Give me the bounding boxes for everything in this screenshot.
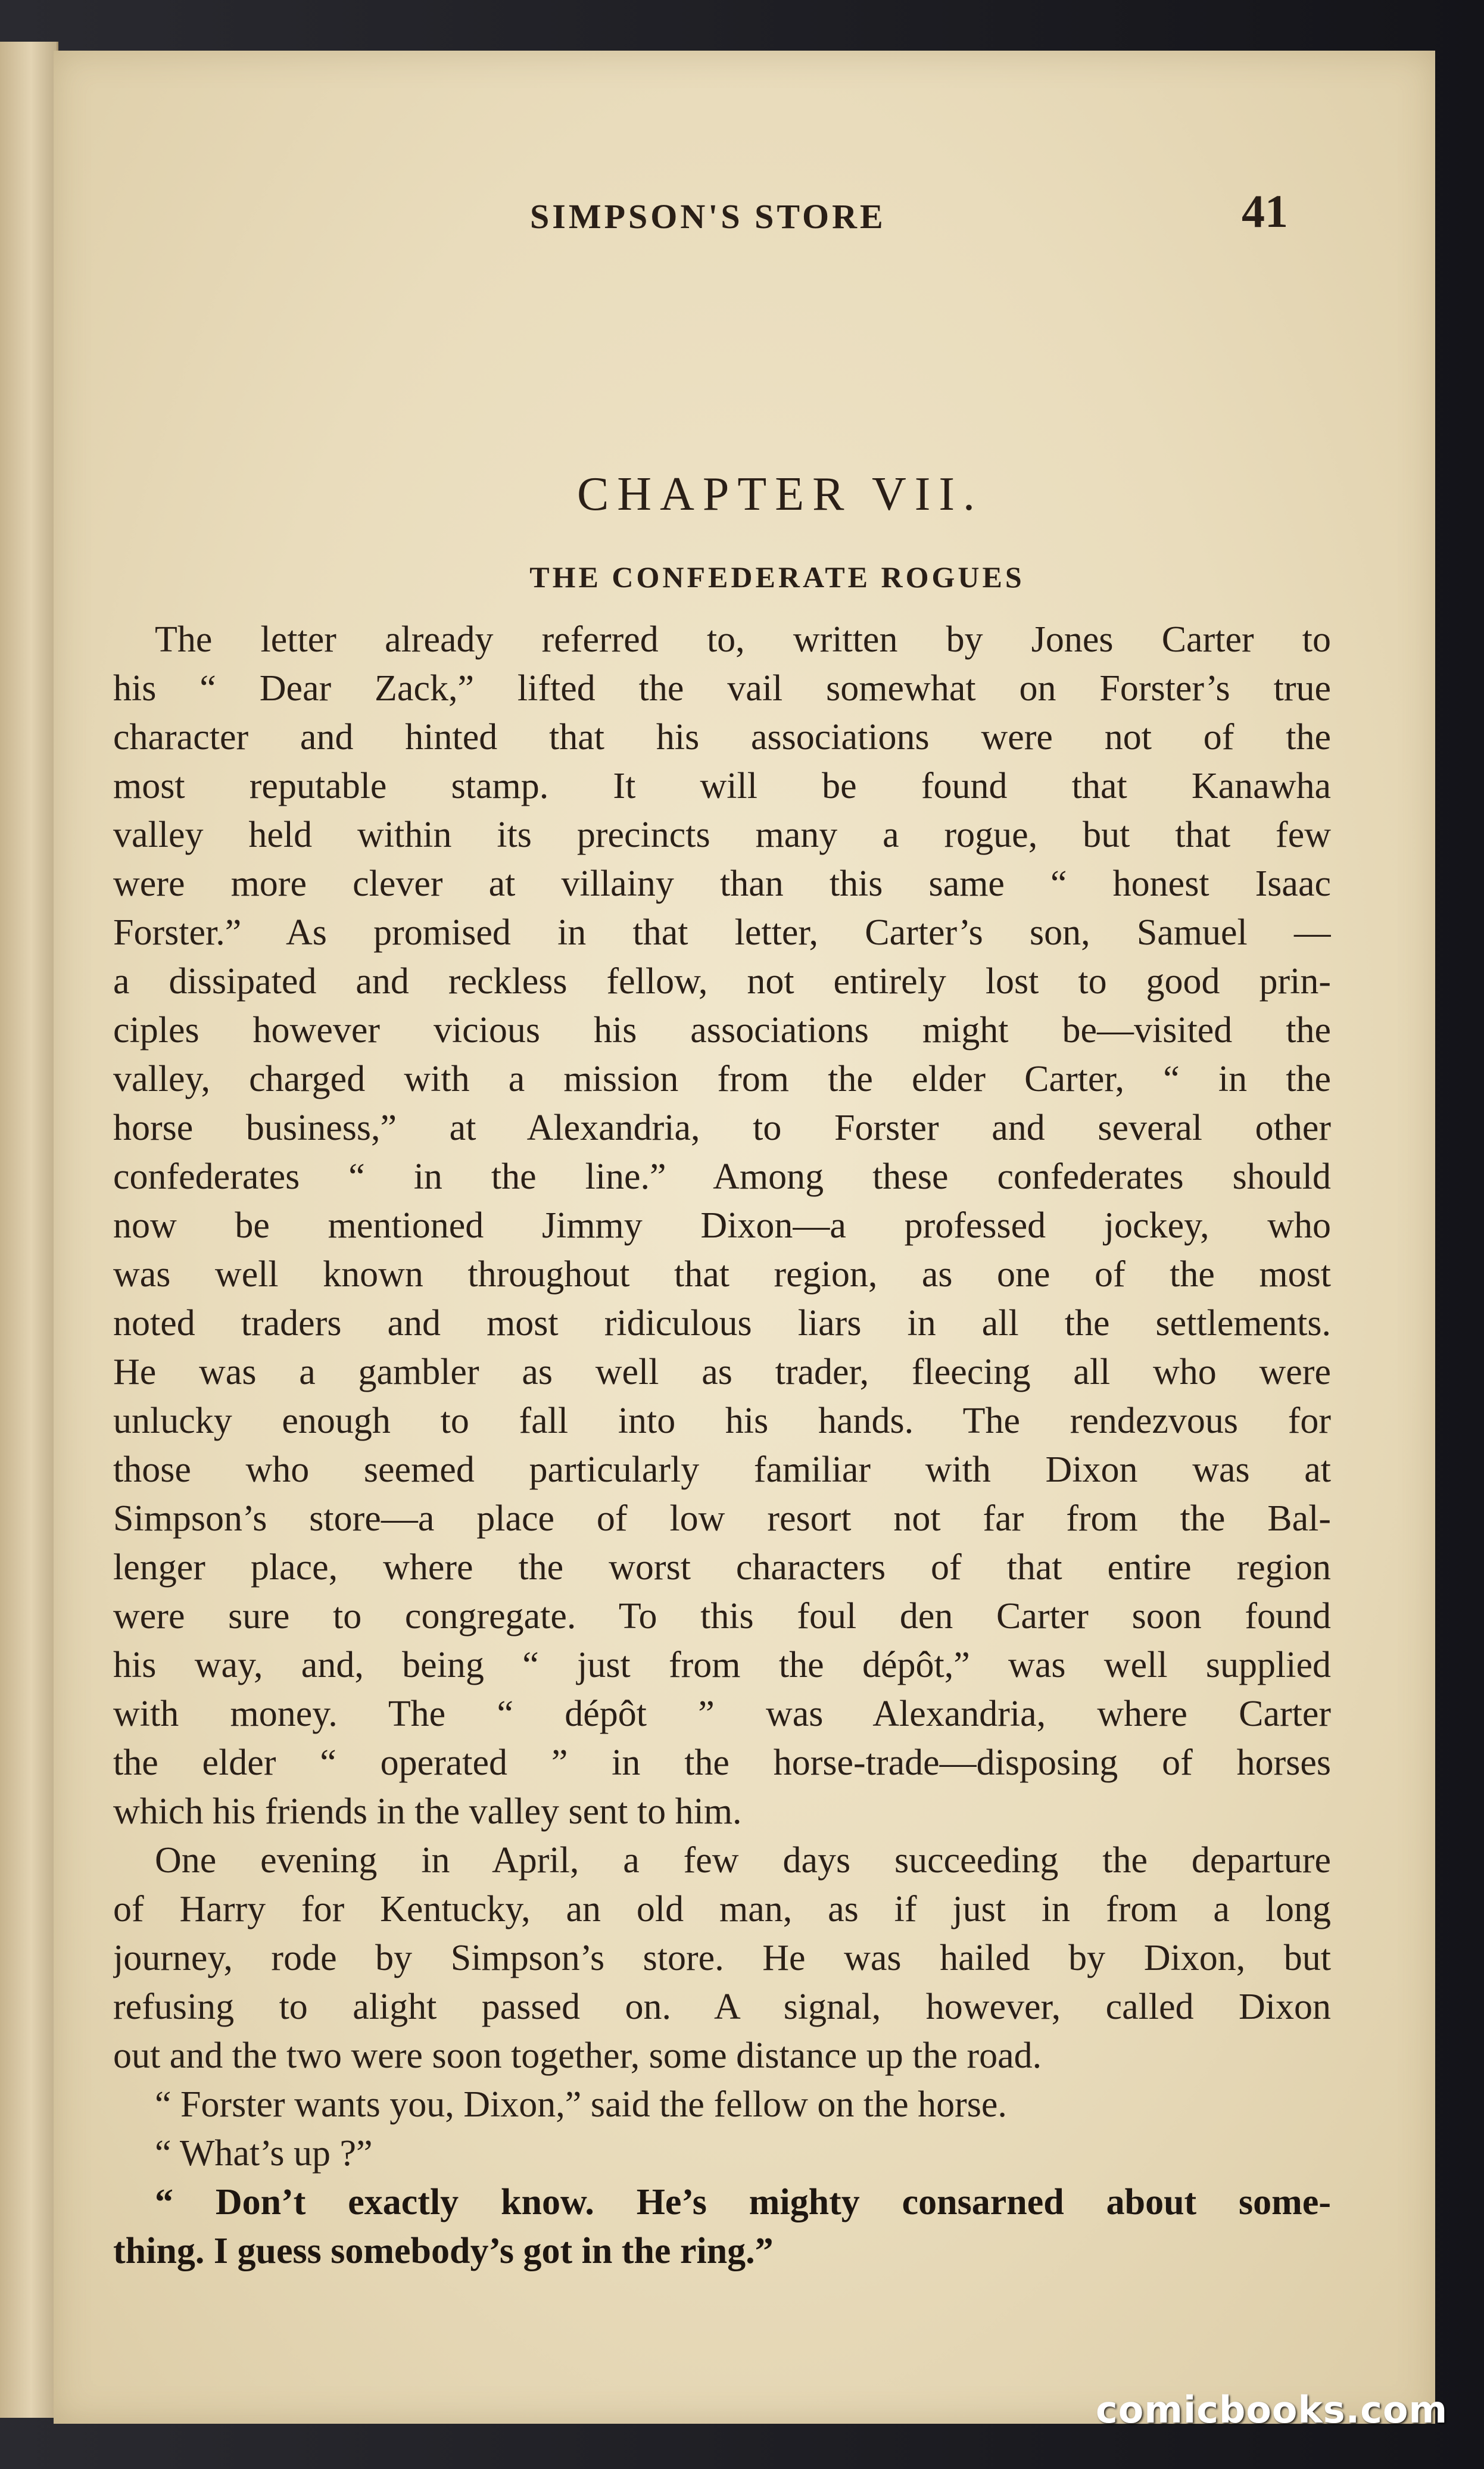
text-line: horse business,” at Alexandria, to Forster and several other <box>113 1108 1331 1148</box>
text-line: was well known throughout that region, as one of the most <box>113 1254 1331 1295</box>
chapter-subtitle: THE CONFEDERATE ROGUES <box>529 560 1025 594</box>
text-line: One evening in April, a few days succeeding the departure <box>155 1840 1331 1881</box>
text-line: character and hinted that his associations were not of the <box>113 717 1331 757</box>
watermark: comicbooks.com <box>1096 2388 1448 2431</box>
text-line: “ Forster wants you, Dixon,” said the fellow on the horse. <box>155 2084 1007 2125</box>
running-head <box>54 185 1435 256</box>
text-line: Simpson’s store—a place of low resort not far from the Bal- <box>113 1498 1331 1539</box>
body-text <box>113 615 1331 2275</box>
text-line: Forster.” As promised in that letter, Carter’s son, Samuel — <box>113 912 1331 953</box>
text-line: refusing to alight passed on. A signal, however, called Dixon <box>113 1987 1331 2027</box>
running-title: SIMPSON'S STORE <box>530 197 886 236</box>
text-line: the elder “ operated ” in the horse-trade—disposing of horses <box>113 1742 1331 1783</box>
text-line: valley, charged with a mission from the elder Carter, “ in the <box>113 1059 1331 1099</box>
text-line: those who seemed particularly familiar with Dixon was at <box>113 1449 1331 1490</box>
text-line: of Harry for Kentucky, an old man, as if just in from a long <box>113 1889 1331 1929</box>
chapter-heading: CHAPTER VII. <box>576 468 984 520</box>
text-line: a dissipated and reckless fellow, not entirely lost to good prin- <box>113 961 1331 1002</box>
previous-page-edge <box>0 42 58 2418</box>
page-number: 41 <box>1242 185 1288 237</box>
text-line: now be mentioned Jimmy Dixon—a professed jockey, who <box>113 1205 1331 1246</box>
text-line: valley held within its precincts many a rogue, but that few <box>113 815 1331 855</box>
text-line: thing. I guess somebody’s got in the ring.” <box>113 2231 774 2271</box>
text-line: “ Don’t exactly know. He’s mighty consarned about some- <box>155 2182 1331 2222</box>
text-line: confederates “ in the line.” Among these confederates should <box>113 1156 1331 1197</box>
text-line: He was a gambler as well as trader, fleecing all who were <box>113 1352 1331 1392</box>
text-line: noted traders and most ridiculous liars in all the settlements. <box>113 1303 1331 1343</box>
text-line: journey, rode by Simpson’s store. He was hailed by Dixon, but <box>113 1938 1331 1978</box>
text-line: were more clever at villainy than this same “ honest Isaac <box>113 863 1331 904</box>
text-line: out and the two were soon together, some distance up the road. <box>113 2035 1042 2076</box>
text-line: his “ Dear Zack,” lifted the vail somewhat on Forster’s true <box>113 668 1331 709</box>
text-line: which his friends in the valley sent to him. <box>113 1791 742 1832</box>
text-line: unlucky enough to fall into his hands. The rendezvous for <box>113 1401 1331 1441</box>
text-line: most reputable stamp. It will be found that Kanawha <box>113 766 1331 806</box>
text-line: The letter already referred to, written by Jones Carter to <box>155 619 1331 660</box>
text-line: ciples however vicious his associations might be—visited the <box>113 1010 1331 1050</box>
text-line: lenger place, where the worst characters of that entire region <box>113 1547 1331 1588</box>
text-line: his way, and, being “ just from the dépôt,” was well supplied <box>113 1645 1331 1685</box>
text-line: “ What’s up ?” <box>155 2133 373 2174</box>
text-line: were sure to congregate. To this foul den Carter soon found <box>113 1596 1331 1636</box>
book-page <box>54 51 1435 2424</box>
text-line: with money. The “ dépôt ” was Alexandria, where Carter <box>113 1694 1331 1734</box>
